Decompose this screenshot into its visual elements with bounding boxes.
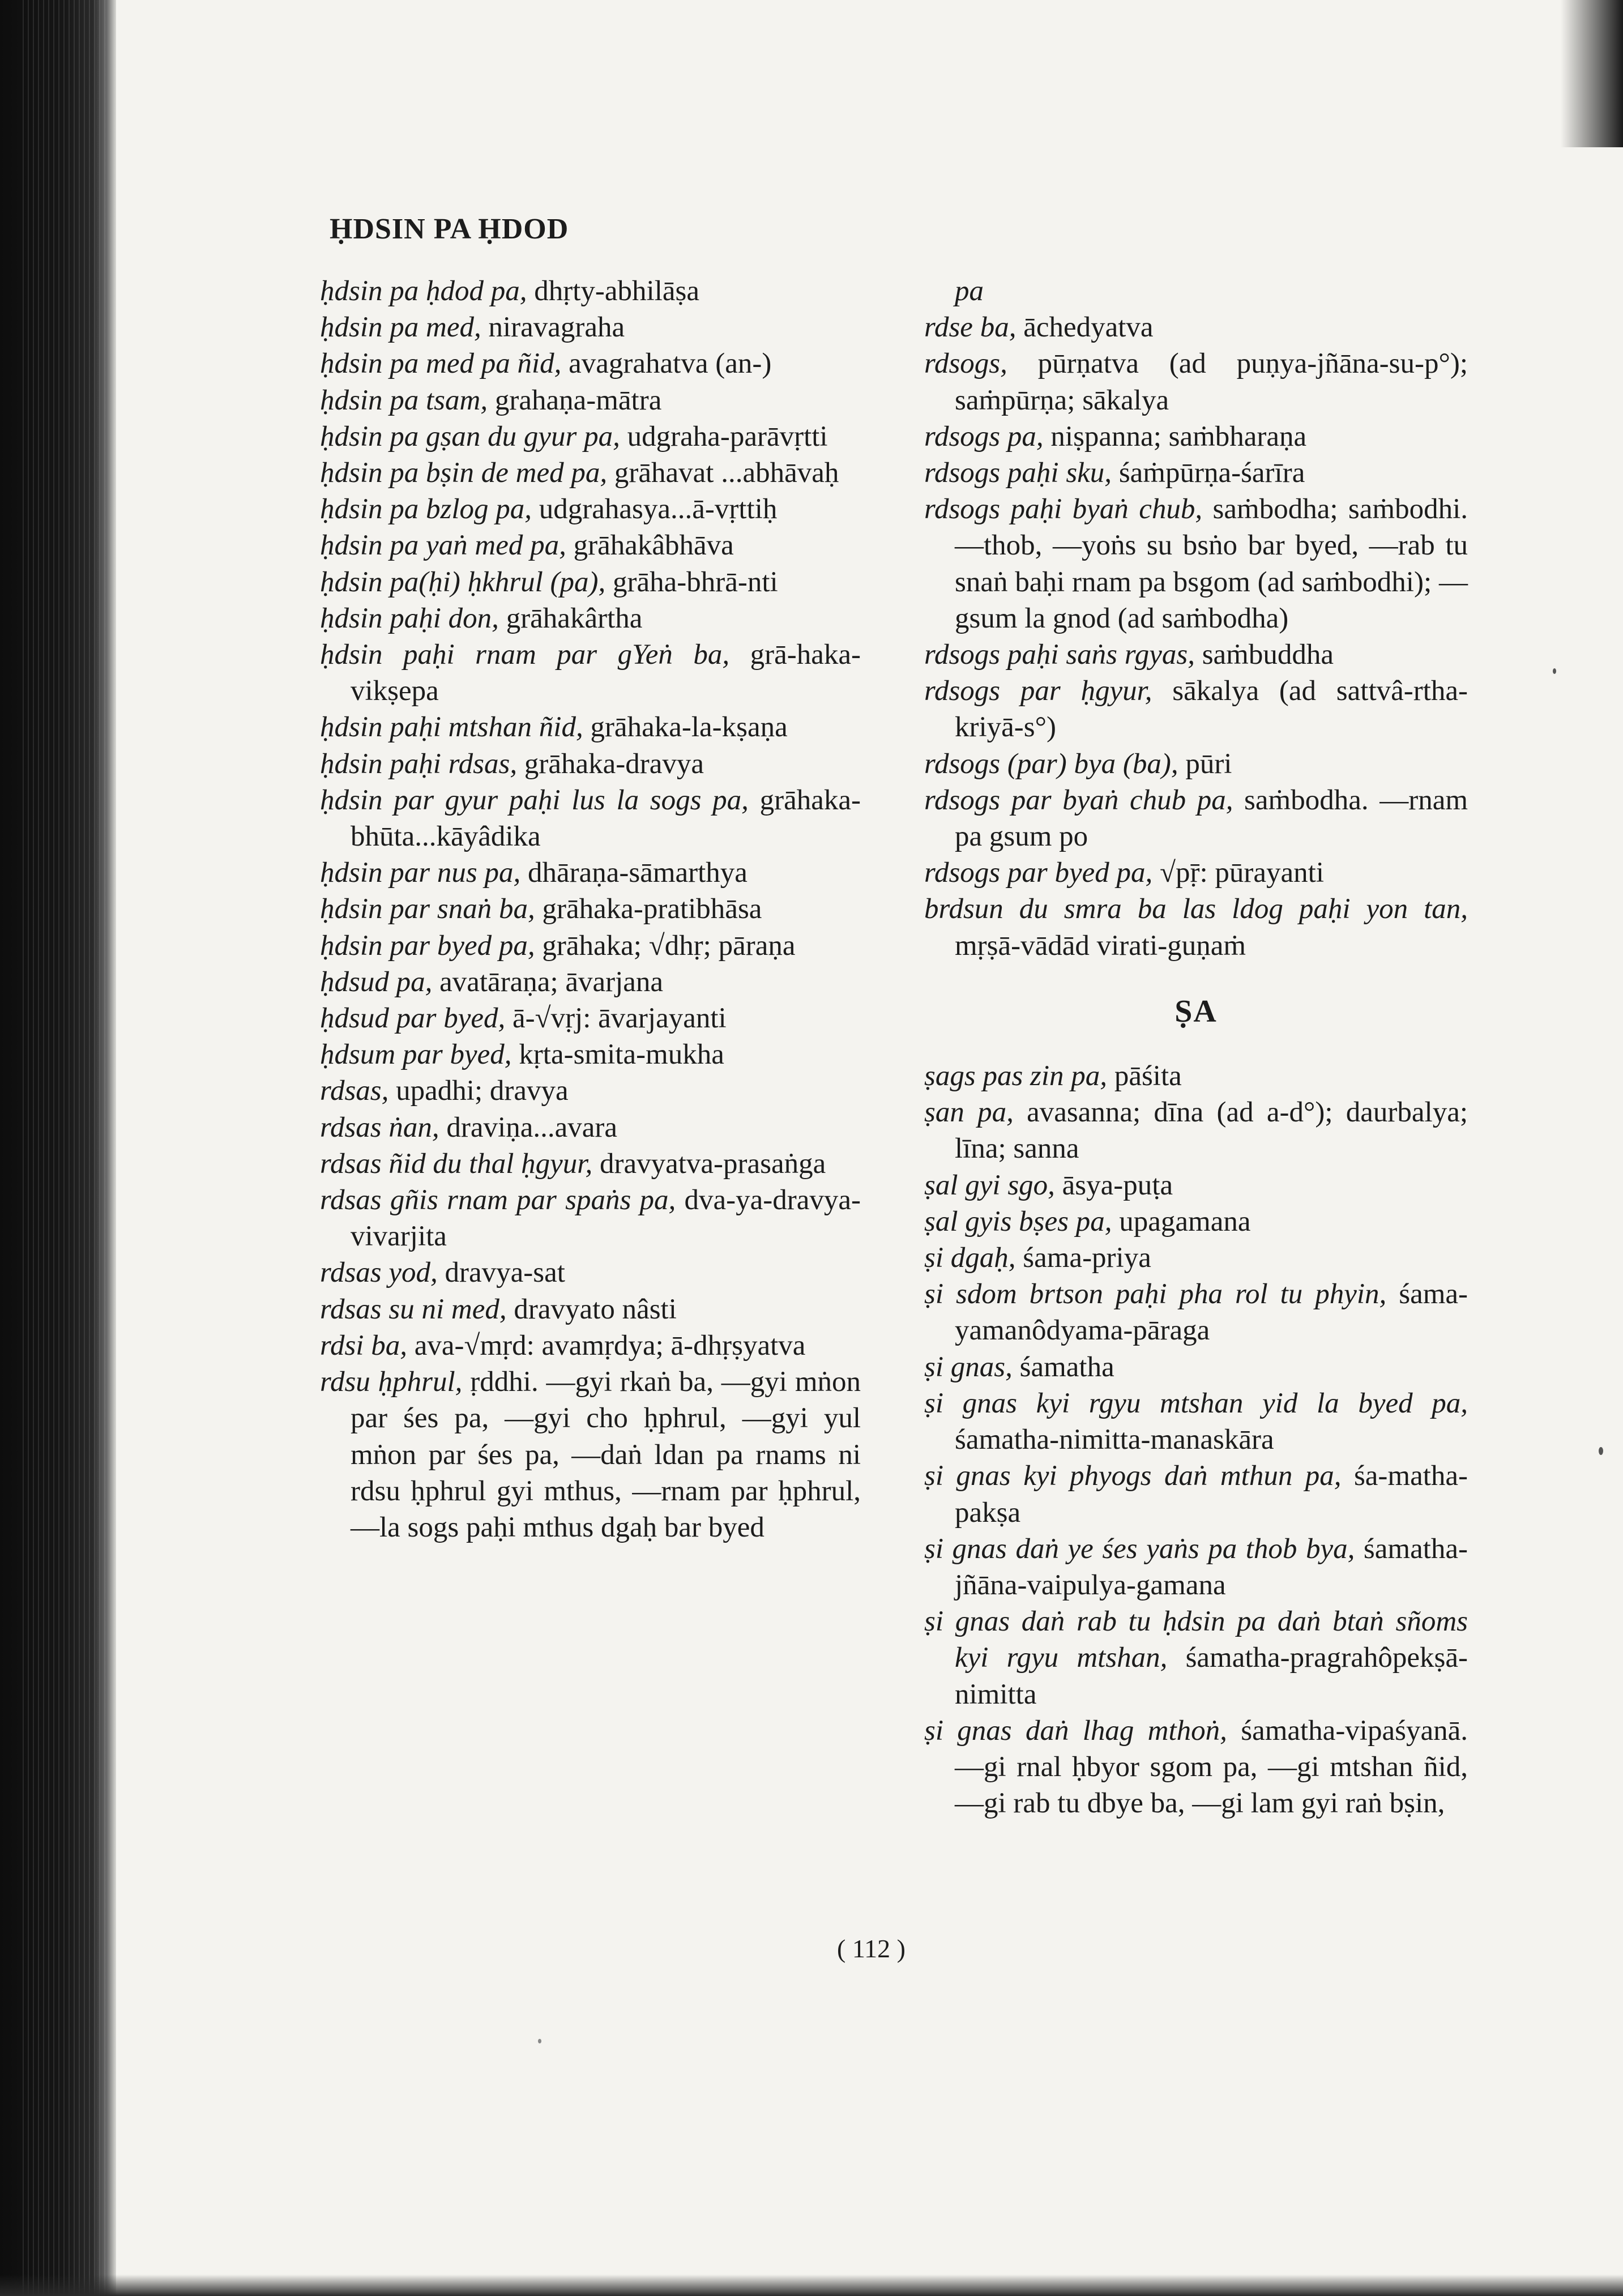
entry-gloss: āsya-puṭa	[1054, 1169, 1173, 1201]
entry-gloss: śamatha-jñāna-vaipulya-gamana	[955, 1533, 1468, 1601]
entry-term: rdsogs pa,	[924, 420, 1044, 453]
dictionary-entry	[924, 1385, 1468, 1458]
entry-gloss: kṛta-smita-mukha	[511, 1039, 724, 1071]
entry-term: ḥdsin pa tsam,	[320, 384, 488, 416]
entry-gloss: sākalya (ad sattvâ-rtha-kriyā-s°)	[955, 675, 1468, 744]
entry-term: rdsogs,	[924, 348, 1007, 380]
entry-term: ḥdsin paḥi don,	[320, 602, 499, 634]
left-column	[320, 273, 861, 1546]
dictionary-entry	[320, 928, 861, 964]
entry-gloss: ā-√vṛj: āvarjayanti	[505, 1002, 727, 1035]
entry-gloss: grā-haka-vikṣepa	[351, 639, 861, 707]
entry-term: rdsogs paḥi byaṅ chub,	[924, 493, 1203, 526]
entry-gloss: avasanna; dīna (ad a-d°); daurbalya; līna; sanna	[955, 1096, 1468, 1165]
entry-gloss: śamatha-nimitta-manaskāra	[955, 1424, 1274, 1456]
entry-term: rdsas yod,	[320, 1257, 438, 1289]
book-spine-shadow	[0, 0, 116, 2296]
entry-term: rdsi ba,	[320, 1329, 407, 1362]
right-column-entries	[924, 273, 1468, 964]
dictionary-entry	[924, 1167, 1468, 1204]
dictionary-entry	[924, 746, 1468, 782]
right-column	[924, 273, 1468, 1821]
entry-term: ṣi gnas daṅ rab tu ḥdsin pa daṅ btaṅ sñoms kyi rgyu mtshan,	[924, 1606, 1468, 1674]
entry-term: brdsun du smra ba las ldog paḥi yon tan,	[924, 893, 1468, 925]
entry-gloss: śama-yamanôdyama-pāraga	[955, 1278, 1468, 1347]
dictionary-entry	[320, 855, 861, 891]
entry-gloss: grāhaka-la-kṣaṇa	[583, 711, 788, 744]
entry-gloss: grāhakârtha	[498, 602, 643, 634]
entry-gloss: dhāraṇa-sāmarthya	[520, 857, 748, 889]
entry-term: ṣi sdom brtson paḥi pha rol tu phyin,	[924, 1278, 1387, 1311]
entry-term: rdsogs par byed pa,	[924, 857, 1153, 889]
entry-term: rdsogs par ḥgyur,	[924, 675, 1152, 707]
dictionary-entry	[320, 1254, 861, 1291]
dictionary-entry	[320, 637, 861, 709]
entry-gloss: grāhaka; √dhṛ; pāraṇa	[535, 929, 796, 962]
entry-term: ṣi gnas kyi phyogs daṅ mthun pa,	[924, 1460, 1342, 1492]
entry-gloss: pāśita	[1107, 1060, 1182, 1092]
entry-term: ṣi dgaḥ,	[924, 1242, 1016, 1274]
entry-term: rdsas gñis rnam par spaṅs pa,	[320, 1184, 676, 1217]
entry-gloss: grāha-bhrā-nti	[605, 566, 778, 598]
entry-gloss: ṛddhi. —gyi rkaṅ ba, —gyi mṅon par śes pa, —gyi cho ḥphrul, —gyi yul mṅon par śes pa, —daṅ ldan pa rnams ni rdsu ḥphrul gyi mthus, —rnam par ḥphrul, —la sogs paḥi mthus dgaḥ bar byed	[351, 1366, 861, 1543]
dictionary-entry	[924, 1349, 1468, 1385]
entry-gloss: udgraha-parāvṛtti	[620, 420, 828, 453]
entry-term: ḥdsud par byed,	[320, 1002, 506, 1035]
entry-term: rdsas ñid du thal ḥgyur,	[320, 1147, 593, 1180]
page-number: ( 112 )	[837, 1934, 906, 1963]
dictionary-entry	[320, 1328, 861, 1364]
entry-gloss: dravyatva-prasaṅga	[592, 1147, 826, 1180]
entry-term: ḥdsin par gyur paḥi lus la sogs pa,	[320, 784, 749, 816]
dictionary-entry	[924, 1094, 1468, 1167]
entry-term: rdsu ḥphrul,	[320, 1366, 463, 1398]
dictionary-entry	[320, 455, 861, 491]
dictionary-entry	[320, 1364, 861, 1546]
dictionary-entry	[924, 345, 1468, 418]
scan-speck	[1553, 668, 1556, 674]
entry-gloss: śamatha	[1012, 1351, 1114, 1383]
dictionary-entry	[320, 564, 861, 600]
dictionary-entry	[320, 345, 861, 382]
entry-term: ḥdsin par byed pa,	[320, 929, 535, 962]
entry-gloss: pūri	[1178, 748, 1232, 780]
dictionary-entry	[320, 709, 861, 745]
right-column-entries-after-heading	[924, 1058, 1468, 1821]
entry-gloss: dhṛty-abhilāṣa	[527, 275, 700, 307]
entry-term: rdsas,	[320, 1075, 389, 1107]
entry-gloss: saṁbodha. —rnam pa gsum po	[955, 784, 1468, 853]
entry-gloss: avagrahatva (an-)	[561, 348, 772, 380]
entry-gloss: mṛṣā-vādād virati-guṇaṁ	[955, 929, 1246, 962]
entry-term: ḥdsin pa ḥdod pa,	[320, 275, 527, 307]
entry-term: rdsas ṅan,	[320, 1111, 439, 1143]
entry-term: rdsogs (par) bya (ba),	[924, 748, 1178, 780]
entry-gloss: dva-ya-dravya-vivarjita	[351, 1184, 861, 1253]
dictionary-entry	[320, 309, 861, 345]
dictionary-entry	[924, 455, 1468, 491]
entry-term: ḥdsin pa(ḥi) ḥkhrul (pa),	[320, 566, 606, 598]
entry-term: ṣi gnas daṅ lhag mthoṅ,	[924, 1714, 1227, 1747]
entry-gloss: saṁbodha; saṁbodhi. —thob, —yoṅs su bsṅo bar byed, —rab tu snaṅ baḥi rnam pa bsgom (ad saṁbodhi); —gsum la gnod (ad saṁbodha)	[955, 493, 1468, 634]
entry-term: ṣal gyi sgo,	[924, 1169, 1055, 1201]
dictionary-entry	[924, 419, 1468, 455]
dictionary-entry	[924, 491, 1468, 637]
entry-term: ḥdsin paḥi mtshan ñid,	[320, 711, 583, 744]
dictionary-entry	[924, 1276, 1468, 1348]
entry-gloss: āchedyatva	[1016, 311, 1154, 344]
entry-gloss: grahaṇa-mātra	[488, 384, 662, 416]
dictionary-entry	[924, 1713, 1468, 1822]
entry-gloss: udgrahasya...ā-vṛttiḥ	[532, 493, 778, 526]
dictionary-entry	[924, 273, 1468, 309]
entry-gloss: upadhi; dravya	[388, 1075, 569, 1107]
entry-term: rdsas su ni med,	[320, 1293, 507, 1325]
corner-shadow	[1561, 0, 1623, 147]
dictionary-entry	[320, 891, 861, 927]
dictionary-entry	[924, 1204, 1468, 1240]
dictionary-entry	[924, 891, 1468, 963]
entry-gloss: upagamana	[1112, 1205, 1251, 1237]
dictionary-entry	[924, 1531, 1468, 1603]
entry-term: ṣi gnas daṅ ye śes yaṅs pa thob bya,	[924, 1533, 1355, 1565]
entry-term: ḥdsin par snaṅ ba,	[320, 893, 535, 925]
entry-term: rdsogs paḥi sku,	[924, 457, 1112, 489]
entry-gloss: √pṝ: pūrayanti	[1152, 857, 1325, 889]
dictionary-entry	[924, 309, 1468, 345]
entry-gloss: grāhakâbhāva	[566, 530, 734, 562]
entry-gloss: pūrṇatva (ad puṇya-jñāna-su-p°); saṁpūrṇa; sākalya	[955, 348, 1468, 416]
dictionary-entry	[924, 1058, 1468, 1094]
scan-speck	[538, 2039, 541, 2043]
running-head: ḤDSIN PA ḤDOD	[330, 213, 569, 245]
dictionary-entry	[924, 637, 1468, 673]
spine-page-edges	[23, 0, 108, 2296]
entry-gloss: śamatha-vipaśyanā. —gi rnal ḥbyor sgom pa, —gi mtshan ñid, —gi rab tu dbye ba, —gi lam gyi raṅ bṣin,	[955, 1714, 1468, 1820]
dictionary-entry	[320, 419, 861, 455]
section-heading: ṢA	[1174, 993, 1218, 1029]
dictionary-entry	[320, 1036, 861, 1073]
dictionary-entry	[320, 600, 861, 637]
entry-gloss: saṁbuddha	[1194, 639, 1334, 671]
dictionary-entry	[320, 1109, 861, 1146]
entry-term: ḥdsin pa bzlog pa,	[320, 493, 532, 526]
entry-gloss: grāhaka-pratibhāsa	[535, 893, 762, 925]
entry-gloss: dravyato nâsti	[506, 1293, 677, 1325]
entry-gloss: śama-priya	[1015, 1242, 1151, 1274]
dictionary-entry	[924, 1603, 1468, 1713]
dictionary-entry	[320, 964, 861, 1000]
entry-term: rdsogs paḥi saṅs rgyas,	[924, 639, 1195, 671]
entry-term: rdse ba,	[924, 311, 1016, 344]
dictionary-entry	[320, 1291, 861, 1328]
dictionary-entry	[924, 782, 1468, 855]
dictionary-entry	[320, 746, 861, 782]
entry-gloss: śaṁpūrṇa-śarīra	[1112, 457, 1305, 489]
entry-term: rdsogs par byaṅ chub pa,	[924, 784, 1233, 816]
entry-term: ḥdsum par byed,	[320, 1039, 512, 1071]
entry-term: ṣal gyis bṣes pa,	[924, 1205, 1112, 1237]
dictionary-entry	[924, 1458, 1468, 1530]
entry-term: ḥdsin pa yaṅ med pa,	[320, 530, 566, 562]
entry-term: ḥdsud pa,	[320, 966, 433, 998]
entry-term: pa	[955, 275, 984, 307]
entry-gloss: śa-matha-pakṣa	[955, 1460, 1468, 1529]
entry-term: ḥdsin pa gṣan du gyur pa,	[320, 420, 620, 453]
entry-term: ḥdsin paḥi rdsas,	[320, 748, 518, 780]
dictionary-entry	[320, 382, 861, 419]
entry-term: ḥdsin pa med pa ñid,	[320, 348, 562, 380]
entry-gloss: ava-√mṛd: avamṛdya; ā-dhṛṣyatva	[407, 1329, 806, 1362]
entry-gloss: śamatha-pragrahôpekṣā-nimitta	[955, 1642, 1468, 1710]
entry-term: ḥdsin par nus pa,	[320, 857, 521, 889]
dictionary-entry	[320, 1182, 861, 1254]
entry-term: ṣi gnas kyi rgyu mtshan yid la byed pa,	[924, 1387, 1468, 1419]
entry-term: ḥdsin paḥi rnam par gYeṅ ba,	[320, 639, 730, 671]
entry-gloss: avatāraṇa; āvarjana	[432, 966, 664, 998]
scan-speck	[1599, 1447, 1603, 1455]
entry-gloss: niravagraha	[481, 311, 625, 344]
dictionary-entry	[924, 855, 1468, 891]
entry-gloss: niṣpanna; saṁbharaṇa	[1043, 420, 1307, 453]
entry-gloss: grāhaka-dravya	[517, 748, 704, 780]
entry-term: ḥdsin pa bṣin de med pa,	[320, 457, 608, 489]
dictionary-entry	[320, 273, 861, 309]
dictionary-entry	[320, 782, 861, 855]
dictionary-entry	[320, 1146, 861, 1182]
dictionary-entry	[320, 527, 861, 564]
entry-gloss: dravya-sat	[437, 1257, 565, 1289]
entry-term: ḥdsin pa med,	[320, 311, 481, 344]
bottom-edge-shadow	[0, 2274, 1623, 2296]
entry-gloss: grāhaka-bhūta...kāyâdika	[351, 784, 861, 853]
dictionary-entry	[320, 491, 861, 527]
entry-gloss: draviṇa...avara	[439, 1111, 617, 1143]
dictionary-entry	[320, 1073, 861, 1109]
dictionary-entry	[320, 1000, 861, 1036]
entry-term: ṣags pas zin pa,	[924, 1060, 1108, 1092]
entry-term: ṣan pa,	[924, 1096, 1014, 1129]
entry-term: ṣi gnas,	[924, 1351, 1013, 1383]
entry-gloss: grāhavat ...abhāvaḥ	[607, 457, 839, 489]
dictionary-entry	[924, 1240, 1468, 1276]
dictionary-entry	[924, 673, 1468, 745]
